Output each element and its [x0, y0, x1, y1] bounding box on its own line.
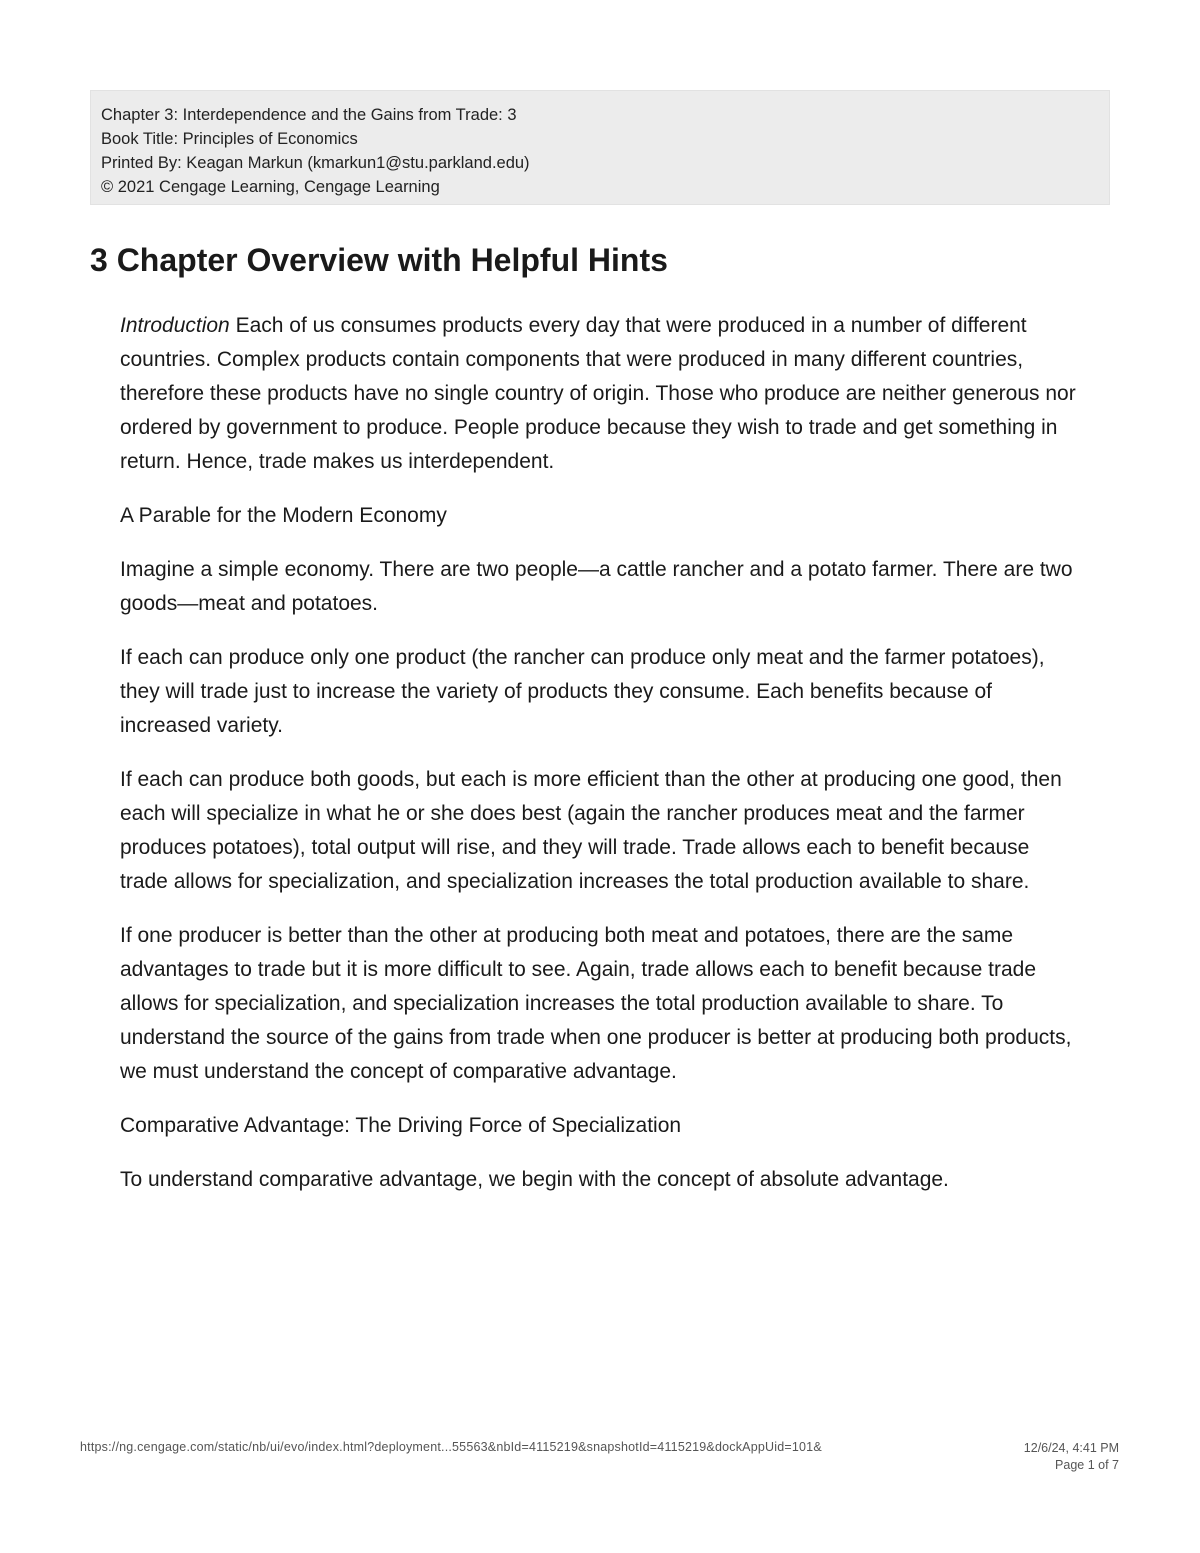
- footer-meta: [1024, 1440, 1119, 1474]
- footer-url: https://ng.cengage.com/static/nb/ui/evo/index.html?deployment...55563&nbId=4115219&snapshotId=4115219&dockAppUid=101&: [80, 1440, 822, 1454]
- book-title-line: Book Title: Principles of Economics: [101, 130, 358, 148]
- printed-by-line: Printed By: Keagan Markun (kmarkun1@stu.parkland.edu): [101, 154, 530, 172]
- intro-paragraph: [120, 309, 1080, 479]
- intro-label: Introduction: [120, 314, 230, 337]
- intro-text: Each of us consumes products every day that were produced in a number of different countries. Complex products contain components that were produced in many different countries, therefore these products have no single country of origin. Those who produce are neither generous nor ordered by government to produce. People produce because they wish to trade and get something in return. Hence, trade makes us interdependent.: [120, 314, 1076, 473]
- page-title: 3 Chapter Overview with Helpful Hints: [90, 242, 668, 278]
- chapter-line: Chapter 3: Interdependence and the Gains from Trade: 3: [101, 106, 517, 124]
- print-info-box: [90, 90, 1110, 205]
- footer-page-number: Page 1 of 7: [1055, 1458, 1119, 1472]
- chapter-content: [120, 309, 1080, 1217]
- paragraph-absolute-advantage: To understand comparative advantage, we begin with the concept of absolute advantage.: [120, 1168, 949, 1191]
- section-heading-parable: A Parable for the Modern Economy: [120, 504, 447, 527]
- paragraph-better-producer: If one producer is better than the other at producing both meat and potatoes, there are the same advantages to trade but it is more difficult to see. Again, trade allows each to benefit because trade allows for specialization, and specialization increases the total production available to share. To understand the source of the gains from trade when one producer is better at producing both products, we must understand the concept of comparative advantage.: [120, 924, 1072, 1083]
- paragraph-both-goods: If each can produce both goods, but each is more efficient than the other at producing one good, then each will specialize in what he or she does best (again the rancher produces meat and the farmer produces potatoes), total output will rise, and they will trade. Trade allows each to benefit because trade allows for specialization, and specialization increases the total production available to share.: [120, 768, 1062, 893]
- paragraph-simple-economy: Imagine a simple economy. There are two people—a cattle rancher and a potato farmer. There are two goods—meat and potatoes.: [120, 558, 1073, 615]
- section-heading-comparative-advantage: Comparative Advantage: The Driving Force of Specialization: [120, 1114, 682, 1137]
- footer-datetime: 12/6/24, 4:41 PM: [1023, 1441, 1119, 1455]
- paragraph-one-product: If each can produce only one product (the rancher can produce only meat and the farmer potatoes), they will trade just to increase the variety of products they consume. Each benefits because of increased variety.: [120, 646, 1045, 737]
- copyright-line: © 2021 Cengage Learning, Cengage Learning: [101, 178, 440, 196]
